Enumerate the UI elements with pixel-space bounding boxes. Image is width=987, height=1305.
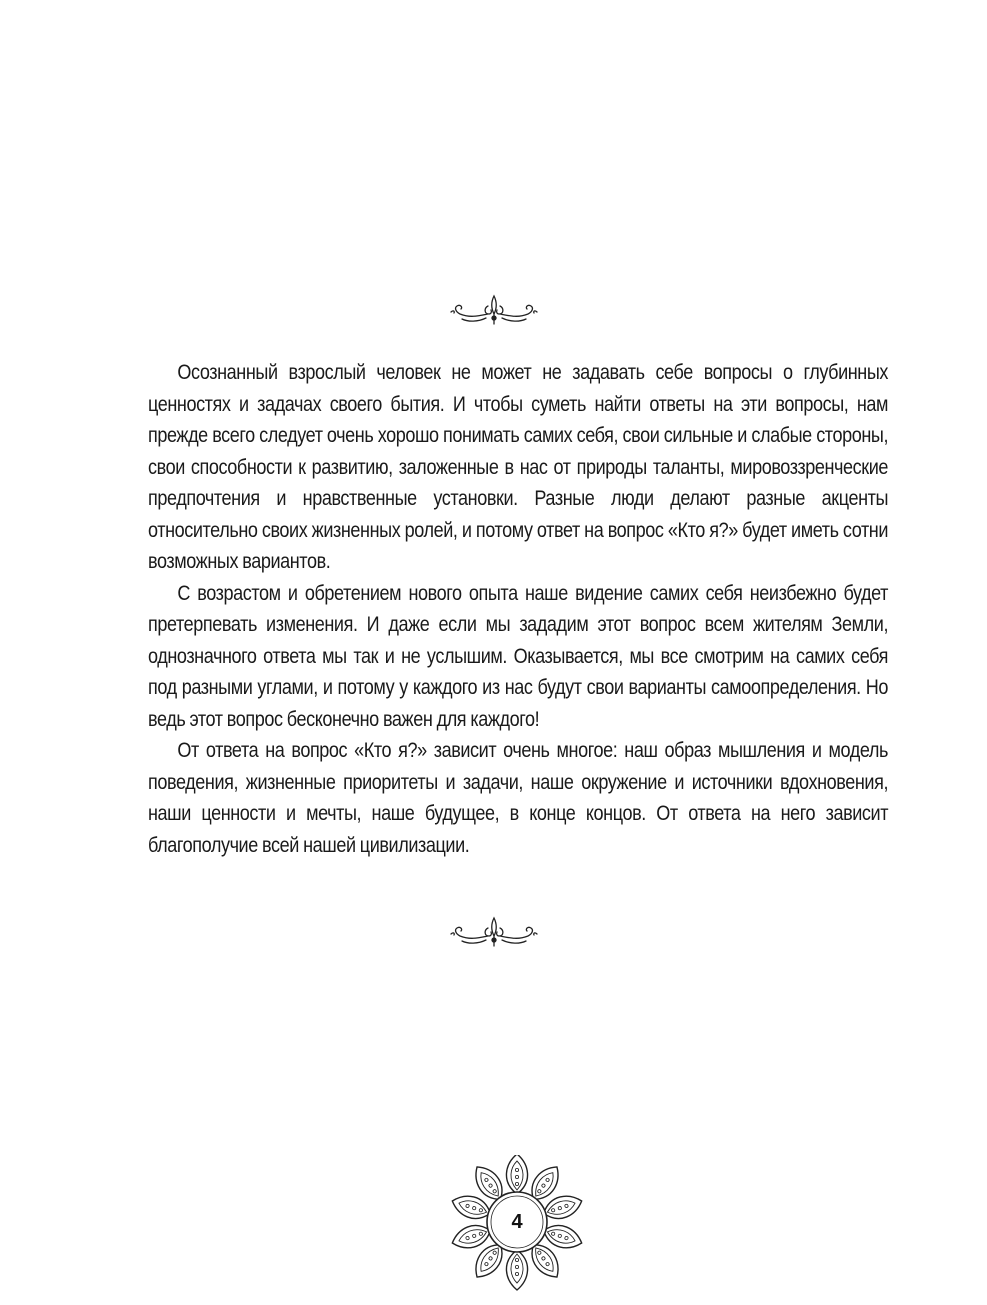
paragraph: Осознанный взрослый человек не может не задавать себе вопросы о глубинных ценностях и задачах своего бытия. И чтобы суметь найти ответы на эти вопросы, нам прежде всего следует очень хорошо понимать самих себя, свои сильные и слабые стороны, свои способности к развитию, заложенные в нас от природы таланты, мировоззренческие предпочтения и нравственные установки. Разные люди делают разные акценты относительно своих жизненных ролей, и потому ответ на вопрос «Кто я?» будет иметь сотни возможных вариантов. — [148, 360, 889, 573]
flourish-divider-icon — [448, 292, 540, 328]
paragraph: С возрастом и обретением нового опыта наше видение самих себя неизбежно будет претерпевать изменения. И даже если мы зададим этот вопрос всем жителям Земли, однозначного ответа мы так и не услышим. Оказывается, мы все смотрим на самих себя под разными углами, и потому у каждого из нас будут свои варианты самоопределения. Но ведь этот вопрос бесконечно важен для каждого! — [148, 580, 889, 731]
paragraph: От ответа на вопрос «Кто я?» зависит очень многое: наш образ мышления и модель поведения, жизненные приоритеты и задачи, наше окружение и источники вдохновения, наши ценности и мечты, наше будущее, в конце концов. От ответа на него зависит благополучие всей нашей цивилизации. — [148, 738, 889, 857]
body-text — [148, 357, 888, 861]
flourish-divider-icon — [448, 914, 540, 950]
page-number: 4 — [511, 1211, 523, 1233]
page-number-badge — [442, 1155, 592, 1305]
